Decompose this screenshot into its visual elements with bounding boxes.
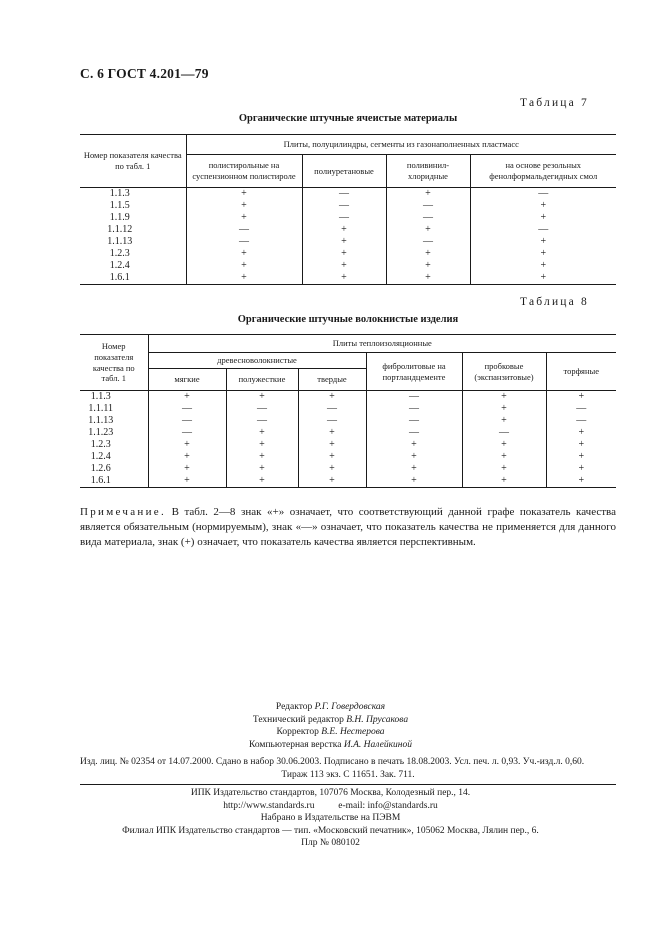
table-cell: + (226, 427, 298, 439)
table-row (80, 272, 616, 285)
table-row (80, 391, 616, 404)
table-cell: + (470, 236, 616, 248)
table-cell: + (462, 451, 546, 463)
table-row (80, 200, 616, 212)
table-cell: + (226, 451, 298, 463)
table-row (80, 224, 616, 236)
table-cell: + (366, 463, 462, 475)
table-cell: + (148, 439, 226, 451)
table-cell: — (302, 188, 386, 201)
table-cell: + (148, 391, 226, 404)
table-cell: — (148, 427, 226, 439)
table8-col-header: мягкие (148, 369, 226, 391)
table-cell: — (186, 236, 302, 248)
row-id-cell: 1.2.6 (90, 463, 111, 474)
table-cell: — (226, 403, 298, 415)
table8-col-header: твердые (298, 369, 366, 391)
table-row (80, 463, 616, 475)
table-row (80, 260, 616, 272)
table-cell: + (470, 212, 616, 224)
credit-line: Технический редактор В.Н. Прусакова (252, 714, 409, 725)
row-id-cell: 1.1.5 (109, 200, 130, 211)
row-id-cell: 1.1.3 (90, 391, 111, 402)
table-cell: + (186, 200, 302, 212)
page-header: С. 6 ГОСТ 4.201—79 (80, 66, 209, 81)
table-cell: + (302, 248, 386, 260)
table-cell: + (470, 260, 616, 272)
table-cell: + (186, 212, 302, 224)
table-row (80, 248, 616, 260)
table8-subgroup-header: древесноволокнистые (148, 353, 366, 369)
row-id-cell: 1.1.13 (88, 415, 114, 426)
table-cell: — (186, 224, 302, 236)
table7-col-header: полиуретановые (302, 155, 386, 188)
row-id-cell: 1.1.12 (107, 224, 133, 235)
table-row (80, 439, 616, 451)
table-cell: + (462, 463, 546, 475)
table-cell: + (226, 391, 298, 404)
publisher-url[interactable]: http://www.standards.ru (223, 800, 315, 811)
table-cell: + (186, 248, 302, 260)
table-cell: + (302, 260, 386, 272)
table-row (80, 415, 616, 427)
table-cell: + (226, 463, 298, 475)
table-cell: + (462, 475, 546, 488)
note-text: В табл. 2—8 знак «+» означает, что соответствующий данной графе показатель качества является обязательным (нормируемым), знак «—» означает, что показатель качества не применяется для данного вида материала, знак (+) означает, что показатель качества является перспективным. (80, 506, 616, 548)
table-cell: — (298, 415, 366, 427)
table-cell: + (386, 248, 470, 260)
table7-col-header: полистирольные на суспензионном полистироле (186, 155, 302, 188)
table7-group-header: Плиты, полуцилиндры, сегменты из газонаполненных пластмасс (186, 135, 616, 155)
table-cell: + (470, 248, 616, 260)
table-cell: + (546, 439, 616, 451)
table-cell: + (298, 451, 366, 463)
table-cell: + (366, 451, 462, 463)
table-cell: — (298, 403, 366, 415)
credit-line: Редактор Р.Г. Говердовская (275, 702, 386, 712)
publisher-email[interactable]: e-mail: info@standards.ru (338, 800, 438, 811)
table7-col-header: поливинил-хлоридные (386, 155, 470, 188)
table-cell: + (302, 236, 386, 248)
row-id-cell: 1.1.11 (88, 403, 114, 414)
table-cell: + (546, 475, 616, 488)
table-cell: + (298, 391, 366, 404)
table-row (80, 236, 616, 248)
table7-col-id-header: Номер показателя качества по табл. 1 (80, 135, 186, 188)
table-cell: — (462, 427, 546, 439)
table-cell: + (546, 427, 616, 439)
table-row (80, 188, 616, 201)
row-id-cell: 1.2.4 (109, 260, 130, 271)
credit-line: Корректор В.Е. Нестерова (276, 727, 385, 737)
publisher-info (0, 787, 661, 850)
note-prefix: Примечание. (80, 506, 167, 518)
table-cell: + (226, 475, 298, 488)
table7-col-header: на основе резольных фенолформальдегидных смол (470, 155, 616, 188)
table7-label: Таблица 7 (520, 97, 589, 109)
table8 (80, 334, 616, 488)
table-cell: — (386, 236, 470, 248)
table-cell: + (298, 475, 366, 488)
imprint-line: Тираж 113 экз. С 11651. Зак. 711. (281, 769, 415, 780)
table-cell: + (298, 439, 366, 451)
table-cell: — (302, 212, 386, 224)
table-cell: — (386, 200, 470, 212)
table-row (80, 403, 616, 415)
table-cell: + (148, 475, 226, 488)
table-row (80, 451, 616, 463)
table-cell: + (386, 272, 470, 285)
table-cell: + (186, 260, 302, 272)
table7 (80, 134, 616, 285)
row-id-cell: 1.1.3 (109, 188, 130, 199)
row-id-cell: 1.2.3 (109, 248, 130, 259)
table-cell: + (386, 188, 470, 201)
table8-col-header: полужесткие (226, 369, 298, 391)
table-cell: — (546, 415, 616, 427)
table-cell: + (546, 463, 616, 475)
table-cell: + (462, 391, 546, 404)
table-cell: + (186, 272, 302, 285)
publisher-line: Филиал ИПК Издательство стандартов — тип. «Московский печатник», 105062 Москва, Лялин пер., 6. (122, 825, 539, 836)
row-id-cell: 1.6.1 (80, 475, 148, 488)
table8-group-header: Плиты теплоизоляционные (148, 335, 616, 353)
table-cell: — (470, 224, 616, 236)
table-cell: + (148, 451, 226, 463)
table8-col-id-header: Номер показателя качества по табл. 1 (80, 335, 148, 391)
table-note (80, 505, 616, 550)
publisher-line: Плр № 080102 (301, 838, 360, 848)
publisher-line: ИПК Издательство стандартов, 107076 Москва, Колодезный пер., 14. (190, 788, 471, 798)
table-cell: + (366, 475, 462, 488)
table-cell: + (470, 272, 616, 285)
row-id-cell: 1.6.1 (80, 272, 186, 285)
table-cell: + (302, 224, 386, 236)
table8-col-header: фибролитовые на портландцементе (366, 353, 462, 391)
table-cell: — (470, 188, 616, 201)
table8-title: Органические штучные волокнистые изделия (237, 314, 459, 325)
table-cell: + (470, 200, 616, 212)
table-cell: + (186, 188, 302, 201)
table8-col-header: пробковые (экспанзитовые) (462, 353, 546, 391)
table-cell: — (386, 212, 470, 224)
table-cell: + (298, 463, 366, 475)
table-cell: + (546, 391, 616, 404)
divider (80, 784, 616, 785)
table-cell: — (302, 200, 386, 212)
table-row (80, 475, 616, 488)
table-cell: + (298, 427, 366, 439)
table-cell: + (462, 403, 546, 415)
table-cell: — (148, 415, 226, 427)
table8-col-header: торфяные (546, 353, 616, 391)
table-cell: — (226, 415, 298, 427)
publisher-line: Набрано в Издательстве на ПЭВМ (260, 813, 401, 823)
table-cell: — (366, 391, 462, 404)
table-cell: + (148, 463, 226, 475)
table-cell: + (366, 439, 462, 451)
row-id-cell: 1.1.9 (109, 212, 130, 223)
imprint (80, 756, 616, 781)
table-cell: + (226, 439, 298, 451)
table-row (80, 427, 616, 439)
table-cell: + (302, 272, 386, 285)
table-cell: + (462, 439, 546, 451)
credit-line: Компьютерная верстка И.А. Налейкиной (249, 739, 412, 750)
table-cell: + (386, 260, 470, 272)
imprint-line: Изд. лиц. № 02354 от 14.07.2000. Сдано в набор 30.06.2003. Подписано в печать 18.08.2003. Усл. печ. л. 0,93. Уч.-изд.л. 0,60. (80, 757, 585, 767)
table-cell: — (366, 403, 462, 415)
table-cell: + (386, 224, 470, 236)
table-cell: — (366, 415, 462, 427)
table7-title: Органические штучные ячеистые материалы (238, 113, 458, 124)
publisher-contacts (0, 800, 661, 813)
row-id-cell: 1.2.3 (90, 439, 111, 450)
row-id-cell: 1.1.23 (88, 427, 114, 438)
table-cell: — (366, 427, 462, 439)
row-id-cell: 1.1.13 (107, 236, 133, 247)
table-cell: — (148, 403, 226, 415)
row-id-cell: 1.2.4 (90, 451, 111, 462)
table-cell: + (462, 415, 546, 427)
credits (0, 701, 661, 751)
table-cell: — (546, 403, 616, 415)
table-cell: + (546, 451, 616, 463)
table8-label: Таблица 8 (520, 296, 589, 308)
table-row (80, 212, 616, 224)
